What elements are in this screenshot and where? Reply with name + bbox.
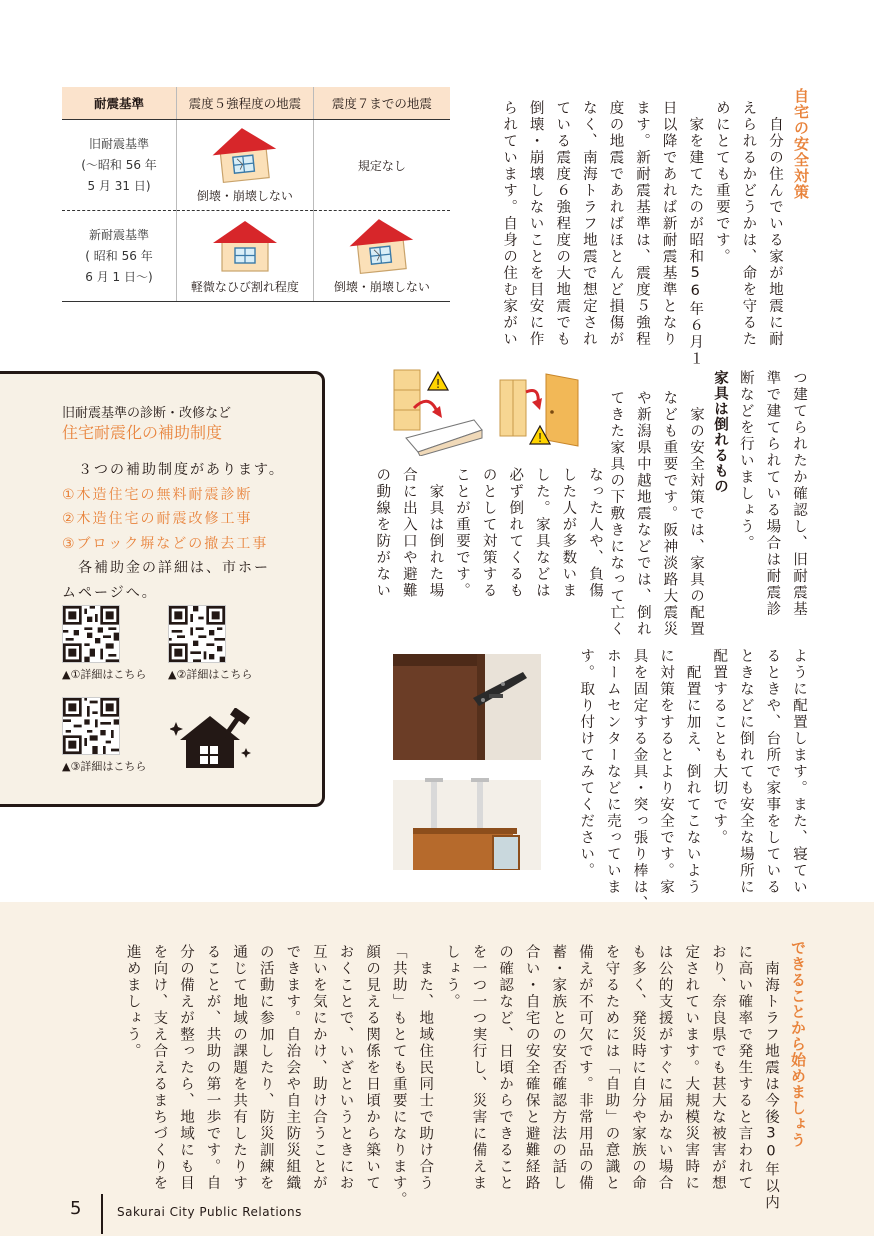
section-heading-furniture: 家具は倒れるもの bbox=[712, 370, 728, 494]
panel-subtitle: 旧耐震基準の診断・改修など bbox=[62, 406, 232, 421]
cell-caption: 軽微なひび割れ程度 bbox=[190, 280, 299, 294]
subsidy-item-3: ③ブロック塀などの撤去工事 bbox=[62, 535, 269, 552]
table-header-cell: 震度７までの地震 bbox=[313, 87, 450, 120]
table-cell bbox=[313, 211, 450, 302]
cell-caption: 倒壊・崩壊しない bbox=[196, 189, 293, 203]
row-label-line: (〜昭和 56 年 bbox=[81, 157, 157, 172]
upright-house-icon bbox=[207, 215, 283, 275]
tilted-house-icon bbox=[344, 215, 420, 275]
panel-title: 住宅耐震化の補助制度 bbox=[62, 423, 223, 442]
section-heading-start-today: できることから始めましょう bbox=[789, 940, 807, 1148]
table-row bbox=[62, 120, 450, 211]
subsidy-item-2: ②木造住宅の耐震改修工事 bbox=[62, 511, 253, 527]
row-label-line: ( 昭和 56 年 bbox=[85, 248, 153, 263]
svg-text:!: ! bbox=[537, 431, 543, 445]
tilted-house-icon bbox=[207, 124, 283, 184]
section-body-home-safety-2: つ建てられたか確認し、旧耐震基 準で建てられている場合は耐震診 断などを行いましょう。 bbox=[737, 370, 807, 618]
qr-code-1[interactable] bbox=[62, 605, 120, 663]
cell-caption: 倒壊・崩壊しない bbox=[333, 280, 430, 294]
furniture-bracket-photo bbox=[393, 654, 541, 760]
tension-rod-photo bbox=[393, 766, 541, 870]
table-header-cell: 耐震基準 bbox=[62, 87, 177, 120]
panel-line: 各補助金の詳細は、市ホー bbox=[62, 560, 270, 576]
table-header-cell: 震度５強程度の地震 bbox=[177, 87, 314, 120]
row-label-line: 6 月 1 日〜) bbox=[85, 269, 153, 284]
row-label bbox=[62, 211, 177, 302]
seismic-standard-table bbox=[62, 87, 450, 302]
section-heading-home-safety: 自宅の安全対策 bbox=[792, 88, 810, 200]
section-body-start-today: 南海トラフ地震は今後30年以内 に高い確率で発生すると言われて おり、奈良県でも甚大な被害が想 定されています。大規模災害時に は公的支援がすぐに届かない場合 も多く、発災時に自分や家族の命 を守るためには「自助」の意識と 備えが不可欠です。非常用品の備 蓄・家族との安否確認方法の話し 合い・自宅の安全確保と避難経路 の確認など、日頃からできること を一つ一つ実行し、災害に備えま しょう。 また、地域住民同士で助け合う 「共助」もとても重要になります。 顔の見える関係を日頃から築いて おくことで、いざというときにお 互いを気にかけ、助け合うことが できます。自治会や自主防災組織 の活動に参加したり、防災訓練を 通じて地域の課題を共有したりす ることが、共助の第一歩です。自 分の備えが整ったら、地域にも目 を向け、支え合えるまちづくりを 進めましょう。 bbox=[124, 944, 779, 1211]
table-header-row bbox=[62, 87, 450, 120]
page-number: 5 bbox=[70, 1198, 82, 1219]
row-label-line: 新耐震基準 bbox=[88, 227, 149, 242]
qr-caption-1: ▲①詳細はこちら bbox=[62, 668, 147, 681]
subsidy-item-1: ①木造住宅の無料耐震診断 bbox=[62, 486, 253, 503]
qr-caption-2: ▲②詳細はこちら bbox=[168, 668, 253, 681]
row-label-line: 5 月 31 日) bbox=[87, 178, 151, 193]
house-renovation-icon bbox=[170, 708, 254, 770]
section-body-home-safety-1: 自分の住んでいる家が地震に耐 えられるかどうかは、命を守るた めにとても重要です。 家を建てたのが昭和56年６月１ 日以降であれば新耐震基準となり ます。新耐震基準は、震度５強程 度の地震であればほとんど損傷が なく、南海トラフ地震で想定され ている震度６強程度の大地震でも 倒壊・崩壊しないことを目安に作 られています。自身の住む家がい bbox=[501, 100, 783, 367]
svg-text:!: ! bbox=[435, 377, 441, 391]
qr-caption-3: ▲③詳細はこちら bbox=[62, 760, 147, 773]
table-cell bbox=[177, 120, 314, 211]
section-body-furniture-1: 家の安全対策では、家具の配置 なども重要です。阪神淡路大震災 や新潟県中越地震などでは、倒れ てきた家具の下敷きになって亡く bbox=[608, 390, 704, 638]
panel-line: ３つの補助制度があります。 bbox=[62, 462, 285, 478]
falling-shelf-onto-bed-illustration bbox=[392, 368, 484, 456]
row-label-line: 旧耐震基準 bbox=[88, 136, 149, 151]
falling-shelf-blocking-door-illustration bbox=[496, 370, 584, 450]
section-body-furniture-2: なった人や、負傷 した人が多数いま した。家具などは 必ず倒れてくるも のとして対策する ことが重要です。 家具は倒れた場 合に出入口や避難 の動線を防がない bbox=[374, 467, 603, 599]
panel-body bbox=[62, 458, 285, 605]
qr-code-2[interactable] bbox=[168, 605, 226, 663]
table-row bbox=[62, 211, 450, 302]
publication-name: Sakurai City Public Relations bbox=[117, 1205, 302, 1219]
panel-line: ムページへ。 bbox=[62, 584, 158, 601]
footer-divider bbox=[101, 1194, 103, 1234]
qr-code-3[interactable] bbox=[62, 697, 120, 755]
table-cell: 規定なし bbox=[313, 120, 450, 211]
row-label bbox=[62, 120, 177, 211]
section-body-furniture-3: ように配置します。また、寝てい るときや、台所で家事をしている ときなどに倒れても安全な場所に 配置することも大切です。 配置に加え、倒れてこないよう に対策をするとより安全です。家 具を固定する金具・突っ張り棒は、 ホームセンターなどに売っていま す。取り付けてみてください。 bbox=[578, 648, 807, 912]
table-cell bbox=[177, 211, 314, 302]
